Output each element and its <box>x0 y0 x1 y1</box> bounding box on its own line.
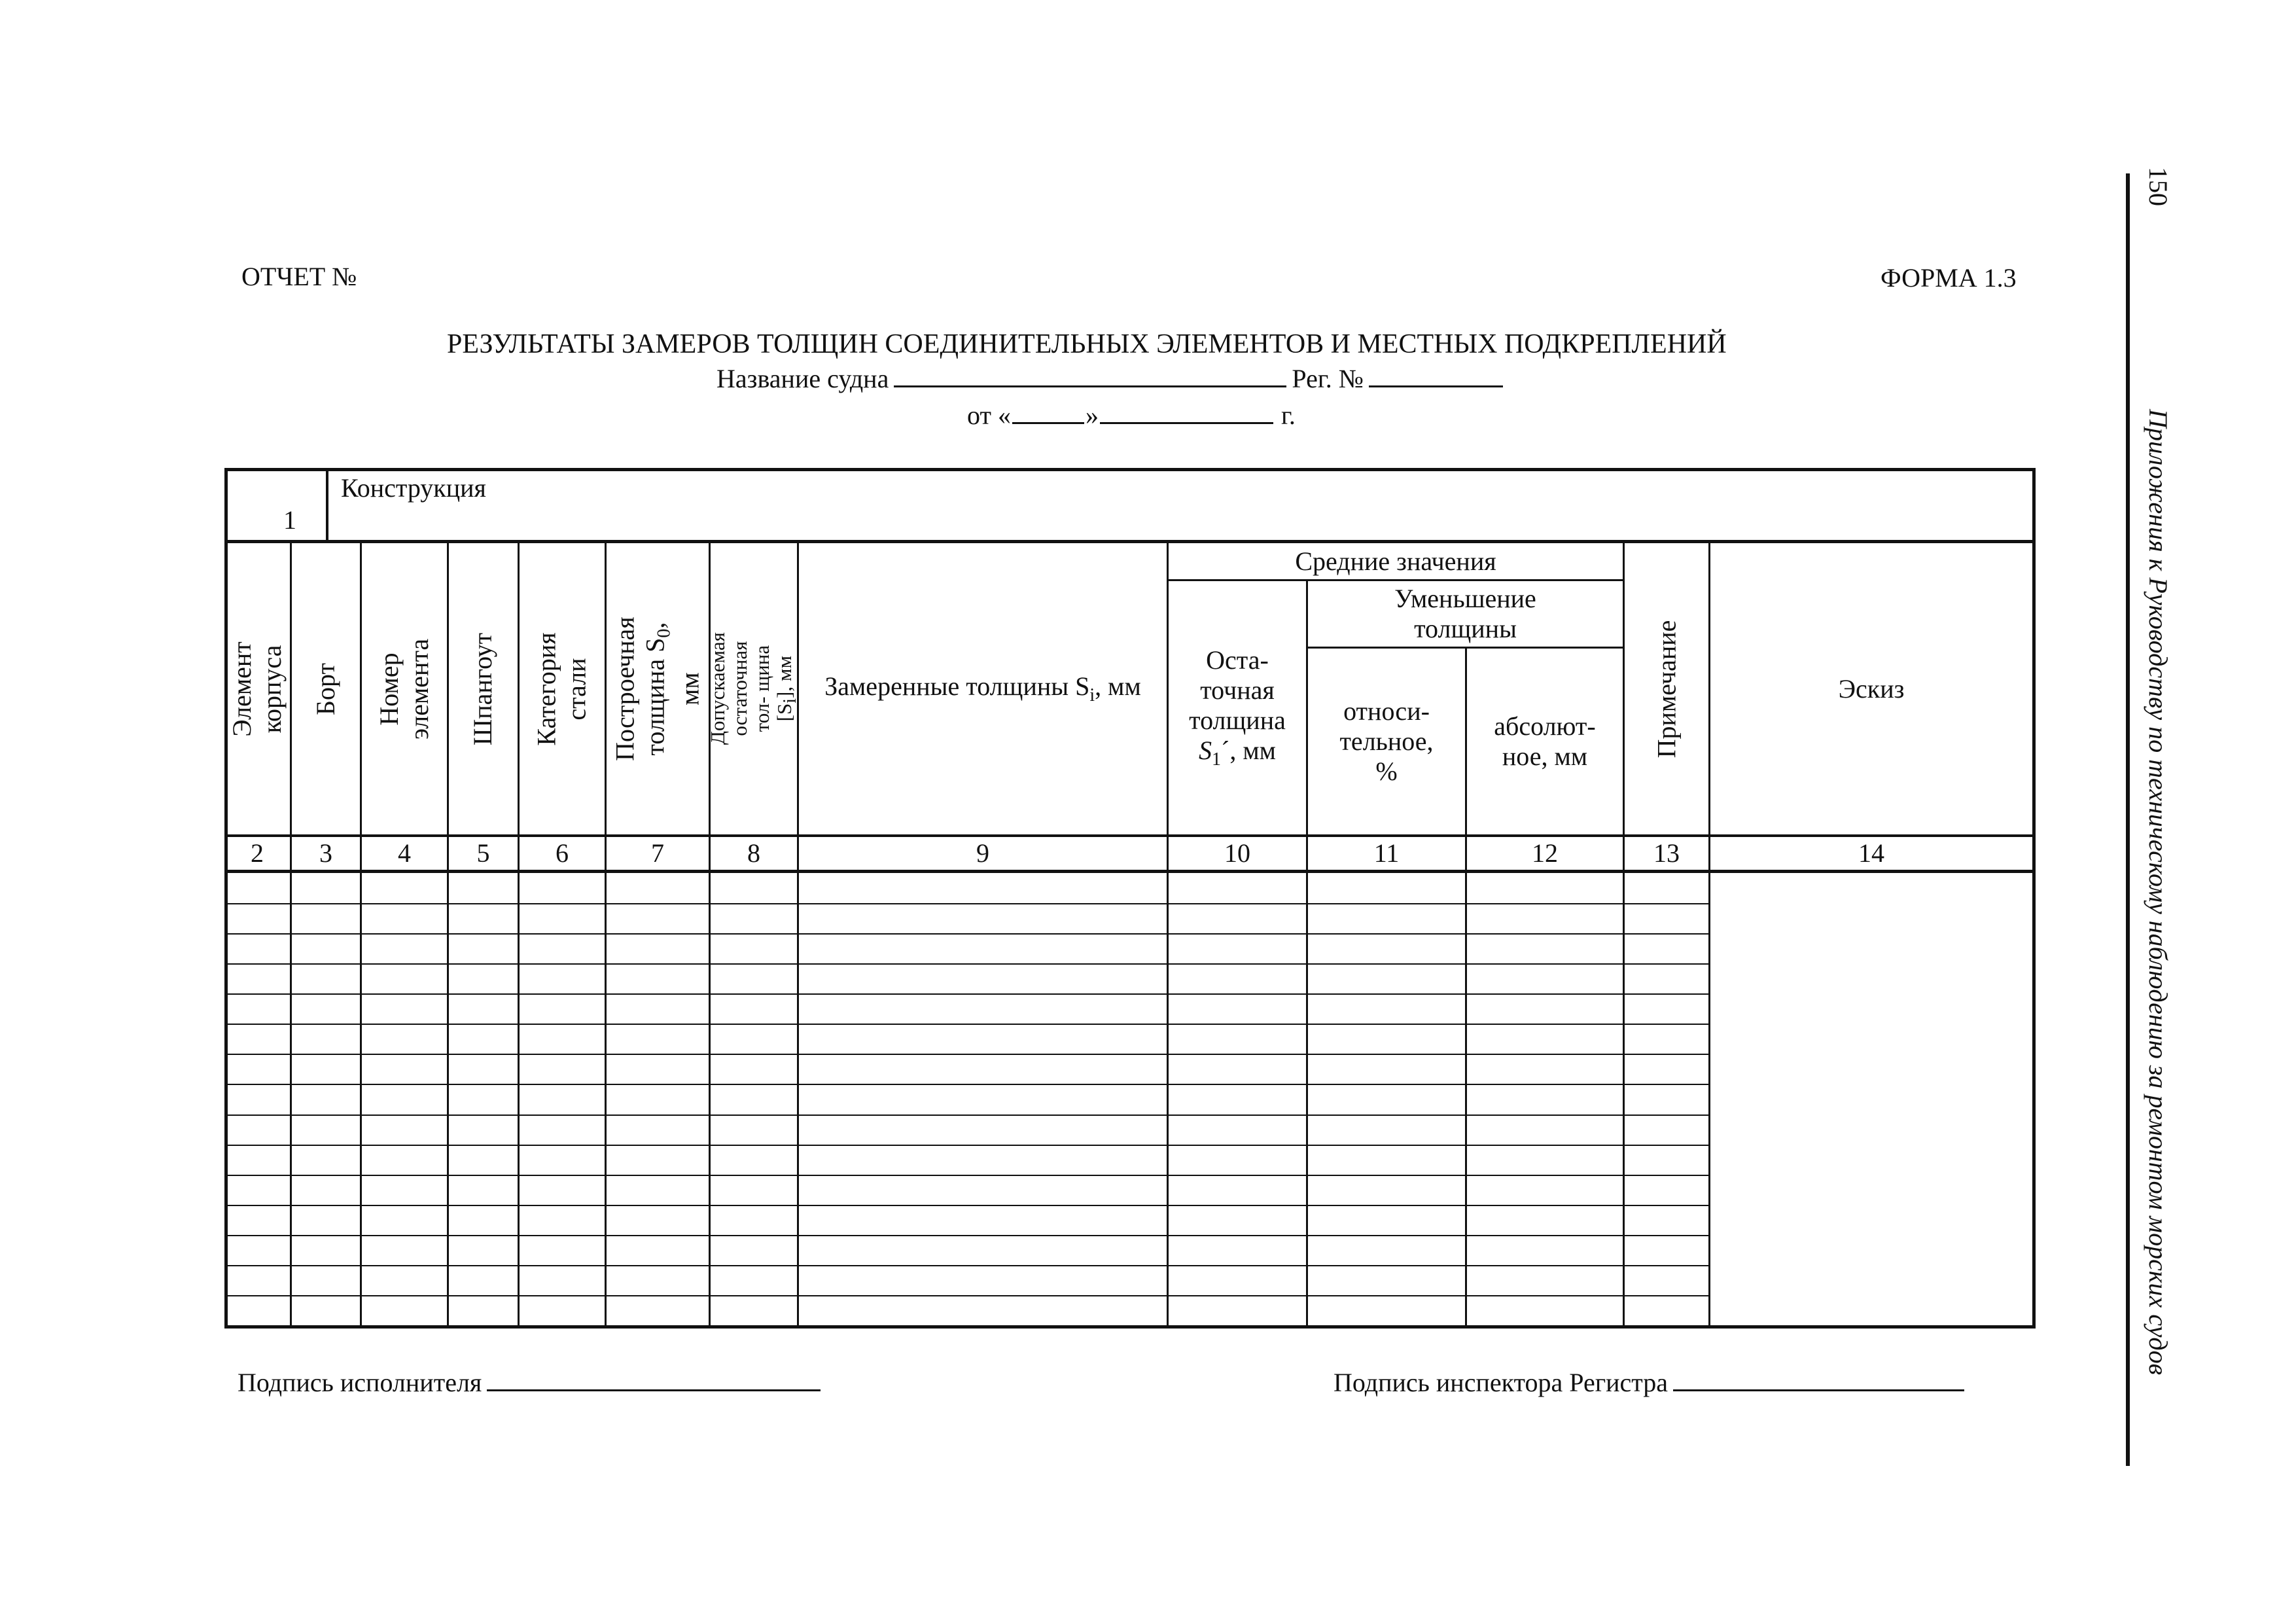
col-num-10: 10 <box>1224 838 1250 868</box>
reg-number-blank[interactable] <box>1369 366 1503 387</box>
table-row <box>224 1265 1710 1266</box>
col-num-13: 13 <box>1653 838 1680 868</box>
construction-label: Конструкция <box>341 473 486 503</box>
table-row <box>224 1054 1710 1055</box>
col-num-4: 4 <box>398 838 411 868</box>
measurement-table <box>224 468 2036 1329</box>
table-row <box>224 1145 1710 1146</box>
hdr-sketch: Эскиз <box>1838 673 1905 704</box>
construction-divider <box>326 468 328 540</box>
page-title: РЕЗУЛЬТАТЫ ЗАМЕРОВ ТОЛЩИН СОЕДИНИТЕЛЬНЫХ ЭЛЕМЕНТОВ И МЕСТНЫХ ПОДКРЕПЛЕНИЙ <box>447 329 1727 359</box>
construction-number: 1 <box>283 505 296 535</box>
executor-signature-line <box>238 1368 826 1398</box>
executor-signature-label: Подпись исполнителя <box>238 1368 482 1397</box>
running-title: Приложения к Руководству по техническому наблюдению за ремонтом морских судов <box>2144 409 2173 1376</box>
table-row <box>224 903 1710 904</box>
date-line <box>967 401 1296 431</box>
table-row <box>224 1115 1710 1116</box>
table-row <box>224 933 1710 935</box>
hdr-built-thickness: Построечная толщина $S_0$, мм <box>610 616 705 761</box>
hdr-reduction: Уменьшение толщины <box>1394 584 1536 643</box>
table-row <box>224 1235 1710 1236</box>
table-row <box>224 1175 1710 1176</box>
form-label: ФОРМА 1.3 <box>1881 263 2017 293</box>
table-row <box>224 1084 1710 1085</box>
inspector-signature-blank[interactable] <box>1673 1370 1964 1391</box>
col-num-7: 7 <box>651 838 664 868</box>
ship-name-line <box>716 364 1508 394</box>
col-num-6: 6 <box>556 838 569 868</box>
date-from-label: от « <box>967 401 1011 430</box>
table-row <box>224 1295 1710 1296</box>
table-row <box>224 963 1710 965</box>
reg-label: Рег. № <box>1292 364 1364 393</box>
table-border-top <box>224 468 2036 471</box>
executor-signature-blank[interactable] <box>487 1370 821 1391</box>
col-num-9: 9 <box>976 838 989 868</box>
hdr-residual: Оста- точная толщина $S_1´$, мм <box>1189 645 1286 770</box>
date-year-label: г. <box>1280 401 1296 430</box>
hdr-measured: Замеренные толщины $S_i$, мм <box>824 671 1141 705</box>
page-number: 150 <box>2144 167 2173 206</box>
table-border-right <box>2032 468 2036 1329</box>
date-mid: » <box>1085 401 1099 430</box>
inspector-signature-label: Подпись инспектора Регистра <box>1333 1368 1668 1397</box>
col-num-5: 5 <box>476 838 490 868</box>
table-row <box>224 1024 1710 1025</box>
hdr-side: Борт <box>310 662 340 715</box>
ship-name-label: Название судна <box>716 364 889 393</box>
inspector-signature-line <box>1333 1368 1969 1398</box>
running-header <box>2134 167 2174 1476</box>
table-row <box>224 993 1710 995</box>
hdr-element-number: Номер элемента <box>374 638 434 740</box>
report-label: ОТЧЕТ № <box>241 262 357 291</box>
hdr-note: Примечание <box>1651 620 1681 758</box>
date-month-blank[interactable] <box>1100 402 1273 424</box>
col-num-12: 12 <box>1532 838 1558 868</box>
date-day-blank[interactable] <box>1012 402 1084 424</box>
col-num-3: 3 <box>319 838 332 868</box>
col-num-11: 11 <box>1373 838 1400 868</box>
table-border-bottom <box>224 1325 2036 1329</box>
hdr-element: Элемент корпуса <box>227 641 287 737</box>
col-num-14: 14 <box>1858 838 1884 868</box>
table-row <box>224 1205 1710 1206</box>
hdr-allowed-thickness: Допускаемая остаточная тол- щина $[S_i]$, мм <box>705 632 801 745</box>
hdr-steel-category: Категория стали <box>532 632 592 746</box>
hdr-absolute: абсолют- ное, мм <box>1494 711 1596 771</box>
col-num-2: 2 <box>251 838 264 868</box>
hdr-frame: Шпангоут <box>468 632 498 745</box>
colnum-row-bottom <box>224 870 2036 873</box>
hdr-avg-values: Средние значения <box>1295 546 1496 576</box>
hdr-relative: относи- тельное, % <box>1339 696 1434 786</box>
ship-name-blank[interactable] <box>894 366 1286 387</box>
col-num-8: 8 <box>747 838 760 868</box>
margin-rule <box>2126 173 2130 1466</box>
